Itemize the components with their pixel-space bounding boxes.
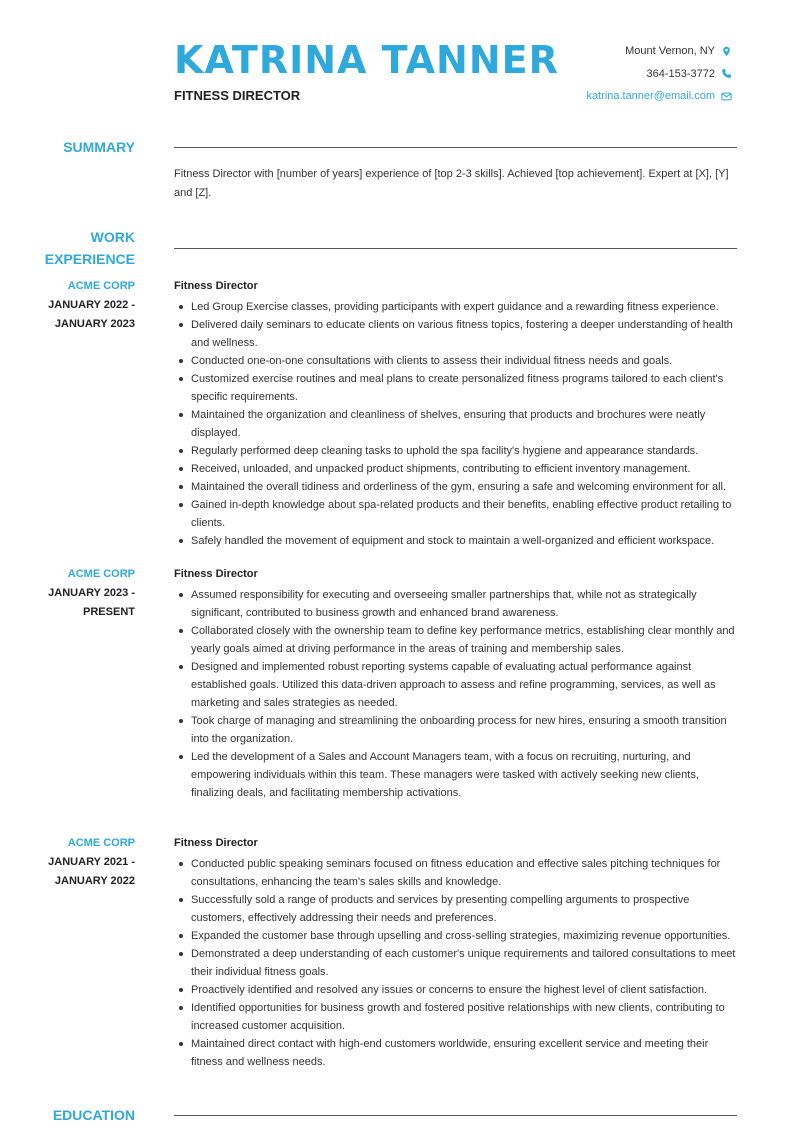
job-details [174, 566, 738, 802]
job-company: ACME CORP [67, 568, 135, 580]
summary-heading: SUMMARY [63, 139, 135, 155]
job-bullet: Led Group Exercise classes, providing participants with expert guidance and a rewarding fitness experience. [191, 298, 738, 316]
education-divider [174, 1115, 737, 1116]
job-bullet: Designed and implemented robust reporting systems capable of evaluating actual performance against established goals. Utilized this data-driven approach to assess and refine programming, services, as well as marketing and sales strategies as needed. [191, 658, 738, 712]
work-divider [174, 248, 737, 249]
contact-phone [586, 63, 732, 86]
envelope-icon [721, 91, 732, 102]
job-bullet: Conducted one-on-one consultations with clients to assess their individual fitness needs and goals. [191, 352, 738, 370]
job-meta [48, 278, 135, 334]
job-title: Fitness Director [174, 837, 258, 849]
summary-text: Fitness Director with [number of years] experience of [top 2-3 skills]. Achieved [top achievement]. Expert at [X], [Y] and [Z]. [174, 168, 729, 199]
candidate-name: KATRINA TANNER [174, 38, 559, 82]
job-bullet: Received, unloaded, and unpacked product shipments, contributing to efficient inventory management. [191, 460, 738, 478]
location-text: Mount Vernon, NY [625, 45, 715, 58]
job-bullets [174, 298, 738, 550]
job-bullet: Safely handled the movement of equipment and stock to maintain a well-organized and efficient workspace. [191, 532, 738, 550]
job-dates-end: JANUARY 2023 [54, 318, 135, 330]
job-dates-end: JANUARY 2022 [54, 875, 135, 887]
job-bullet: Successfully sold a range of products and services by presenting compelling arguments to prospective customers, effectively addressing their needs and preferences. [191, 891, 738, 927]
job-company: ACME CORP [67, 837, 135, 849]
job-bullet: Gained in-depth knowledge about spa-related products and their benefits, enabling effective product retailing to clients. [191, 496, 738, 532]
job-bullet: Led the development of a Sales and Account Managers team, with a focus on recruiting, nurturing, and empowering individuals within this team. These managers were tasked with actively seeking new clients, finalizing deals, and facilitating membership activations. [191, 748, 738, 802]
job-dates-start: JANUARY 2023 - [48, 587, 135, 599]
phone-icon [721, 68, 732, 79]
job-bullet: Conducted public speaking seminars focused on fitness education and effective sales pitching techniques for consultations, enhancing the team's sales skills and knowledge. [191, 855, 738, 891]
contact-email[interactable] [586, 85, 732, 108]
job-dates-start: JANUARY 2021 - [48, 856, 135, 868]
work-heading-line2: EXPERIENCE [44, 251, 135, 267]
job-bullet: Collaborated closely with the ownership team to define key performance metrics, establishing clear monthly and yearly goals aimed at driving performance in the areas of training and membership sales. [191, 622, 738, 658]
job-bullet: Regularly performed deep cleaning tasks to uphold the spa facility's hygiene and appearance standards. [191, 442, 738, 460]
job-dates [48, 584, 135, 622]
job-bullet: Customized exercise routines and meal plans to create personalized fitness programs tailored to each client's specific requirements. [191, 370, 738, 406]
phone-text: 364-153-3772 [646, 67, 715, 80]
job-dates [48, 296, 135, 334]
contact-location [586, 40, 732, 63]
contact-block [586, 40, 732, 108]
summary-divider [174, 147, 737, 148]
job-bullet: Delivered daily seminars to educate clients on various fitness topics, fostering a deeper understanding of health and wellness. [191, 316, 738, 352]
job-title: Fitness Director [174, 280, 258, 292]
job-meta [48, 566, 135, 622]
job-bullet: Expanded the customer base through upselling and cross-selling strategies, maximizing revenue opportunities. [191, 927, 738, 945]
job-bullet: Identified opportunities for business growth and fostered positive relationships with new clients, contributing to increased customer acquisition. [191, 999, 738, 1035]
job-details [174, 278, 738, 550]
job-bullet: Maintained direct contact with high-end customers worldwide, ensuring excellent service and meeting their fitness and wellness needs. [191, 1035, 738, 1071]
job-meta [48, 835, 135, 891]
job-company: ACME CORP [67, 280, 135, 292]
job-bullet: Maintained the organization and cleanliness of shelves, ensuring that products and brochures were neatly displayed. [191, 406, 738, 442]
job-bullet: Took charge of managing and streamlining the onboarding process for new hires, ensuring a smooth transition into the organization. [191, 712, 738, 748]
job-bullet: Maintained the overall tidiness and orderliness of the gym, ensuring a safe and welcoming environment for all. [191, 478, 738, 496]
job-bullet: Proactively identified and resolved any issues or concerns to ensure the highest level of client satisfaction. [191, 981, 738, 999]
job-bullet: Demonstrated a deep understanding of each customer's unique requirements and tailored consultations to meet their individual fitness goals. [191, 945, 738, 981]
job-dates-end: PRESENT [83, 606, 135, 618]
job-details [174, 835, 738, 1071]
job-dates [48, 853, 135, 891]
work-experience-heading [45, 226, 135, 270]
education-heading: EDUCATION [52, 1107, 135, 1123]
job-bullet: Assumed responsibility for executing and overseeing smaller partnerships that, while not as strategically significant, contributed to business growth and enhanced brand awareness. [191, 586, 738, 622]
work-heading-line1: WORK [90, 229, 135, 245]
job-dates-start: JANUARY 2022 - [48, 299, 135, 311]
job-bullets [174, 586, 738, 802]
email-link[interactable]: katrina.tanner@email.com [586, 90, 715, 103]
job-bullets [174, 855, 738, 1071]
candidate-role: FITNESS DIRECTOR [174, 88, 301, 103]
job-title: Fitness Director [174, 568, 258, 580]
map-pin-icon [721, 46, 732, 57]
